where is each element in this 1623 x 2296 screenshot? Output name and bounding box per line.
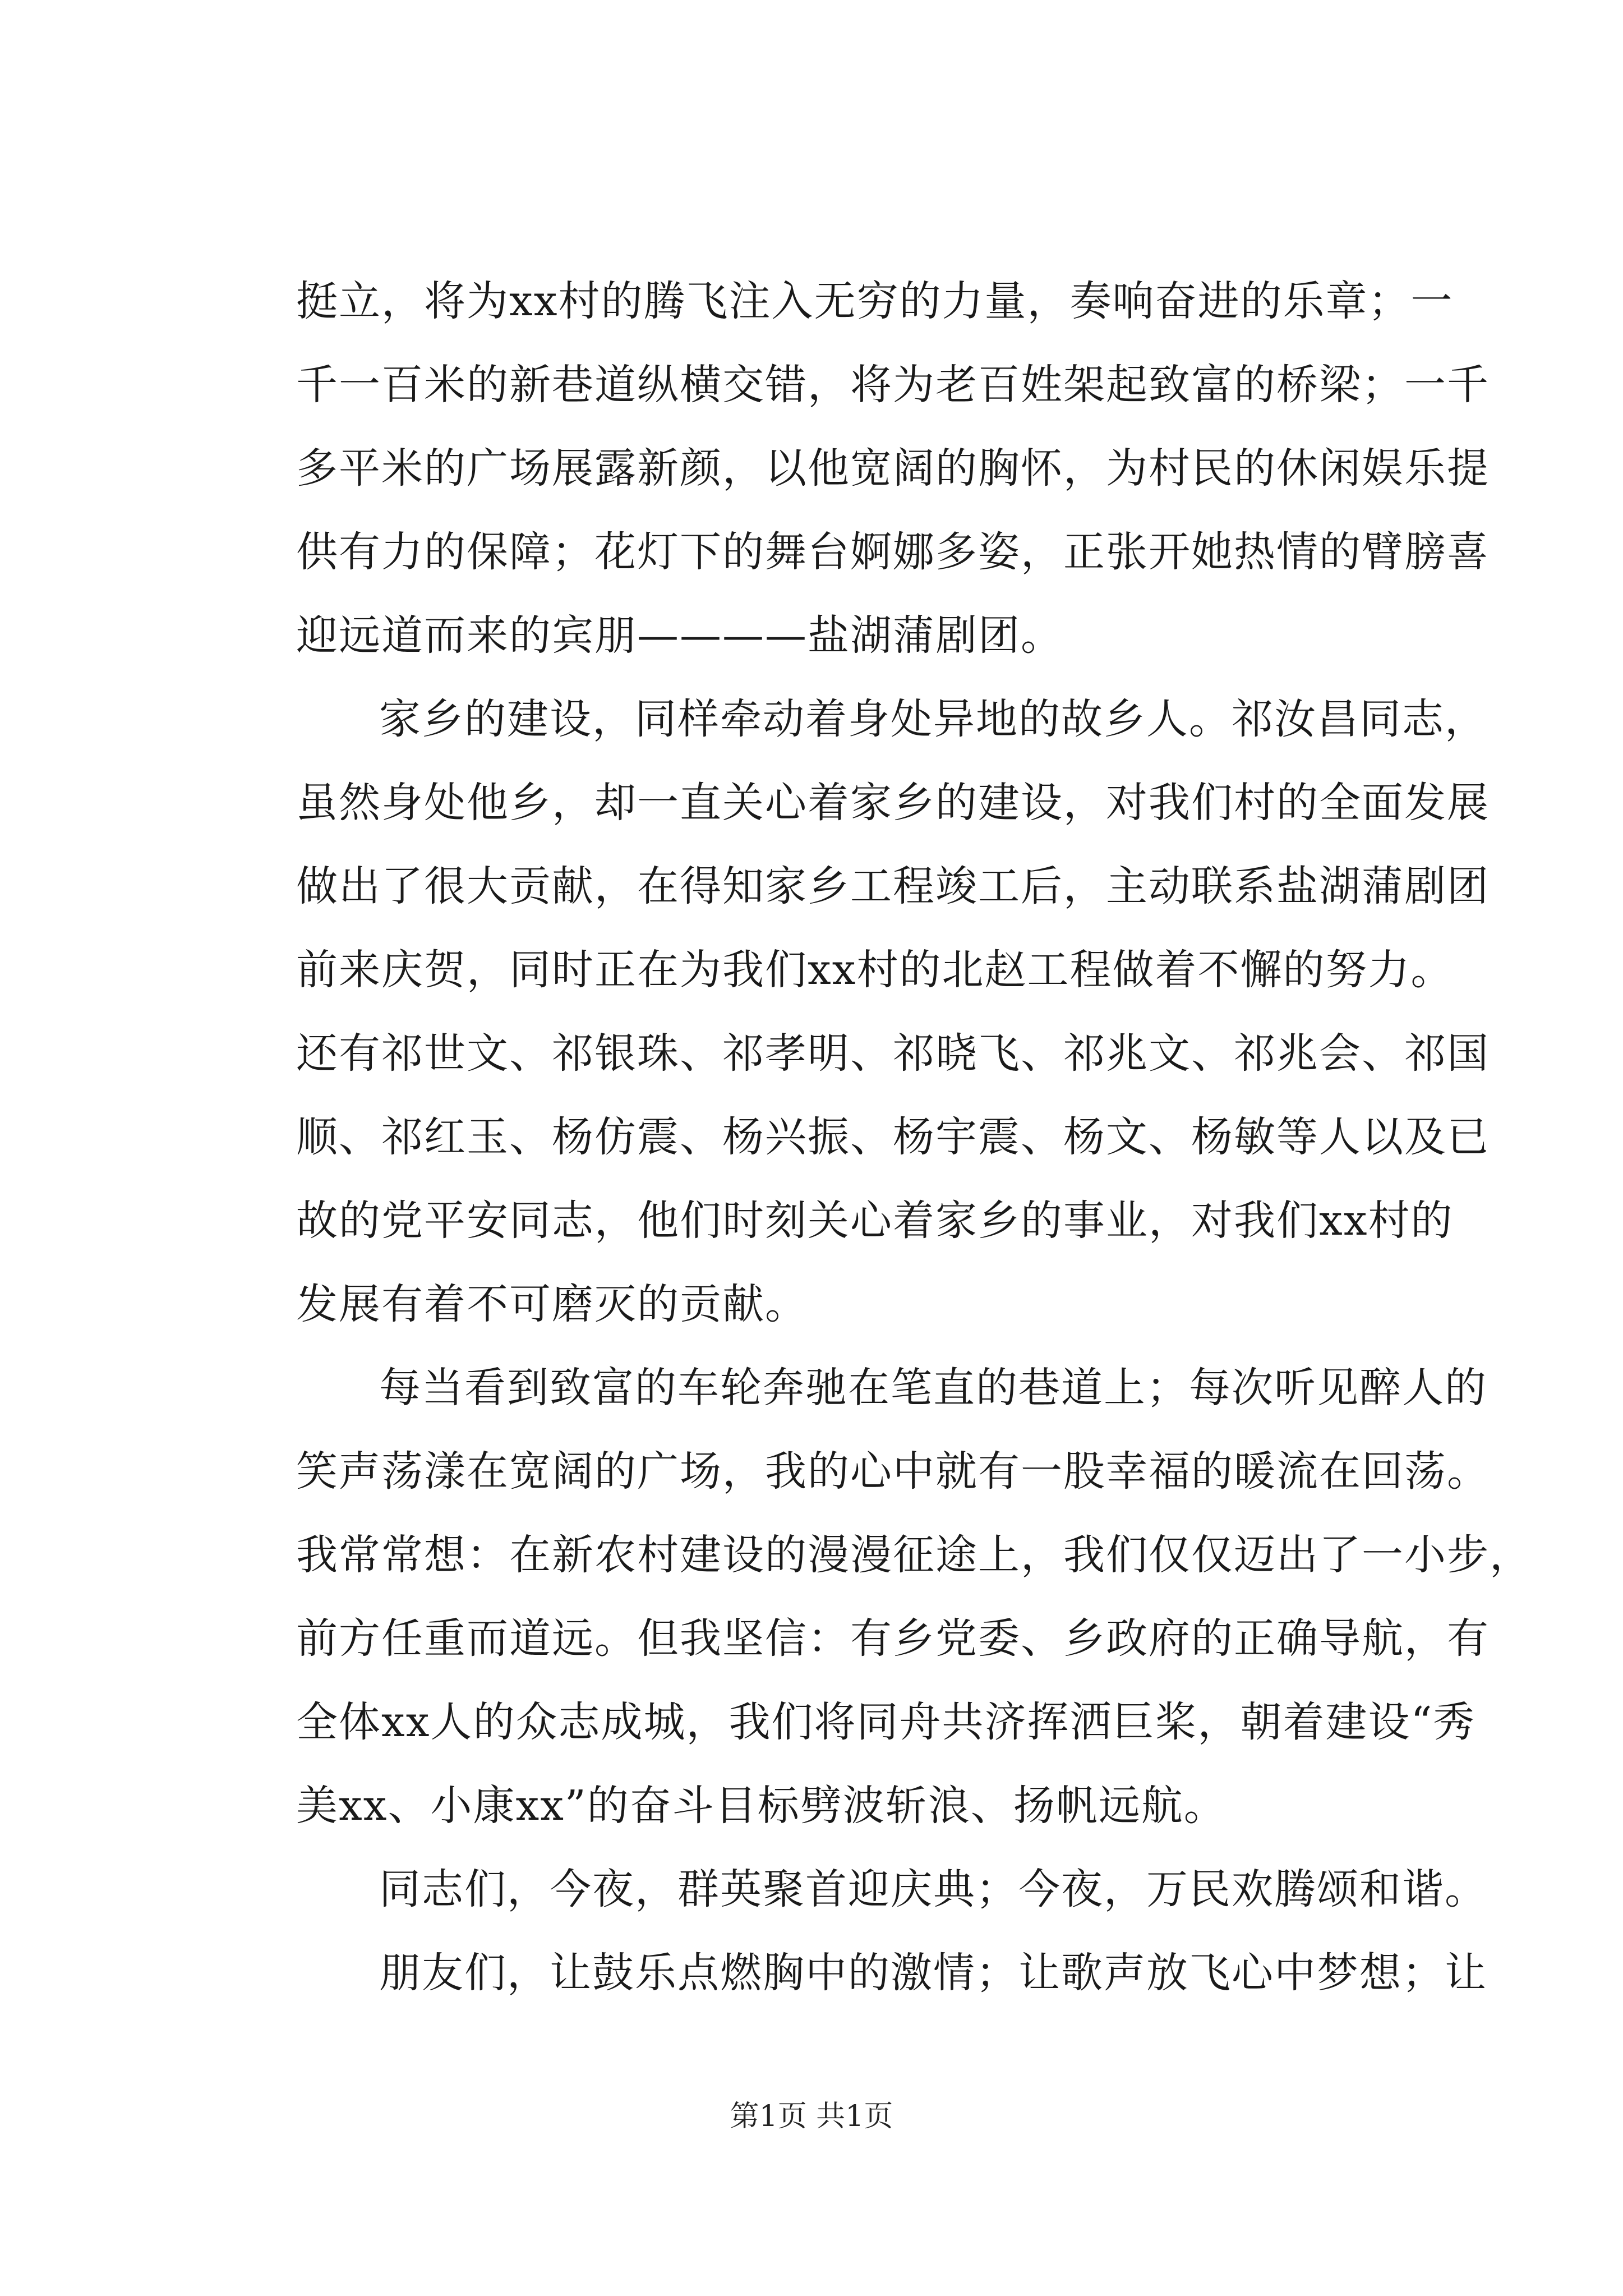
text-line: 发展有着不可磨灭的贡献。 — [296, 1280, 808, 1328]
paragraph-start-line: 朋友们，让鼓乐点燃胸中的激情；让歌声放飞心中梦想；让 — [379, 1949, 1487, 1997]
text-line: 迎远道而来的宾朋————盐湖蒲剧团。 — [296, 611, 1063, 660]
body-text — [296, 260, 1532, 2015]
text-line: 挺立，将为xx村的腾飞注入无穷的力量，奏响奋进的乐章；一 — [296, 277, 1454, 325]
text-line: 故的党平安同志，他们时刻关心着家乡的事业，对我们xx村的 — [296, 1197, 1454, 1245]
text-line: 多平米的广场展露新颜，以他宽阔的胸怀，为村民的休闲娱乐提 — [296, 444, 1490, 493]
text-line: 顺、祁红玉、杨仿震、杨兴振、杨宇震、杨文、杨敏等人以及已 — [296, 1113, 1490, 1161]
text-line: 前来庆贺，同时正在为我们xx村的北赵工程做着不懈的努力。 — [296, 946, 1454, 994]
text-line: 美xx、小康xx”的奋斗目标劈波斩浪、扬帆远航。 — [296, 1782, 1227, 1830]
text-line: 我常常想：在新农村建设的漫漫征途上，我们仅仅迈出了一小步， — [296, 1531, 1532, 1579]
text-line: 供有力的保障；花灯下的舞台婀娜多姿，正张开她热情的臂膀喜 — [296, 528, 1490, 576]
text-line: 虽然身处他乡，却一直关心着家乡的建设，对我们村的全面发展 — [296, 779, 1490, 827]
paragraph-start-line: 同志们，今夜，群英聚首迎庆典；今夜，万民欢腾颂和谐。 — [379, 1865, 1487, 1913]
text-line: 还有祁世文、祁银珠、祁孝明、祁晓飞、祁兆文、祁兆会、祁国 — [296, 1029, 1490, 1078]
text-line: 笑声荡漾在宽阔的广场，我的心中就有一股幸福的暖流在回荡。 — [296, 1447, 1490, 1496]
text-line: 千一百米的新巷道纵横交错，将为老百姓架起致富的桥梁；一千 — [296, 361, 1490, 409]
paragraph-start-line: 每当看到致富的车轮奔驰在笔直的巷道上；每次听见醉人的 — [379, 1364, 1487, 1412]
text-line: 全体xx人的众志成城，我们将同舟共济挥洒巨桨，朝着建设“秀 — [296, 1698, 1476, 1746]
text-line: 前方任重而道远。但我坚信：有乡党委、乡政府的正确导航，有 — [296, 1614, 1490, 1663]
page-number-footer: 第1页 共1页 — [730, 2100, 893, 2133]
text-line: 做出了很大贡献，在得知家乡工程竣工后，主动联系盐湖蒲剧团 — [296, 862, 1490, 910]
paragraph-start-line: 家乡的建设，同样牵动着身处异地的故乡人。祁汝昌同志， — [379, 695, 1487, 743]
